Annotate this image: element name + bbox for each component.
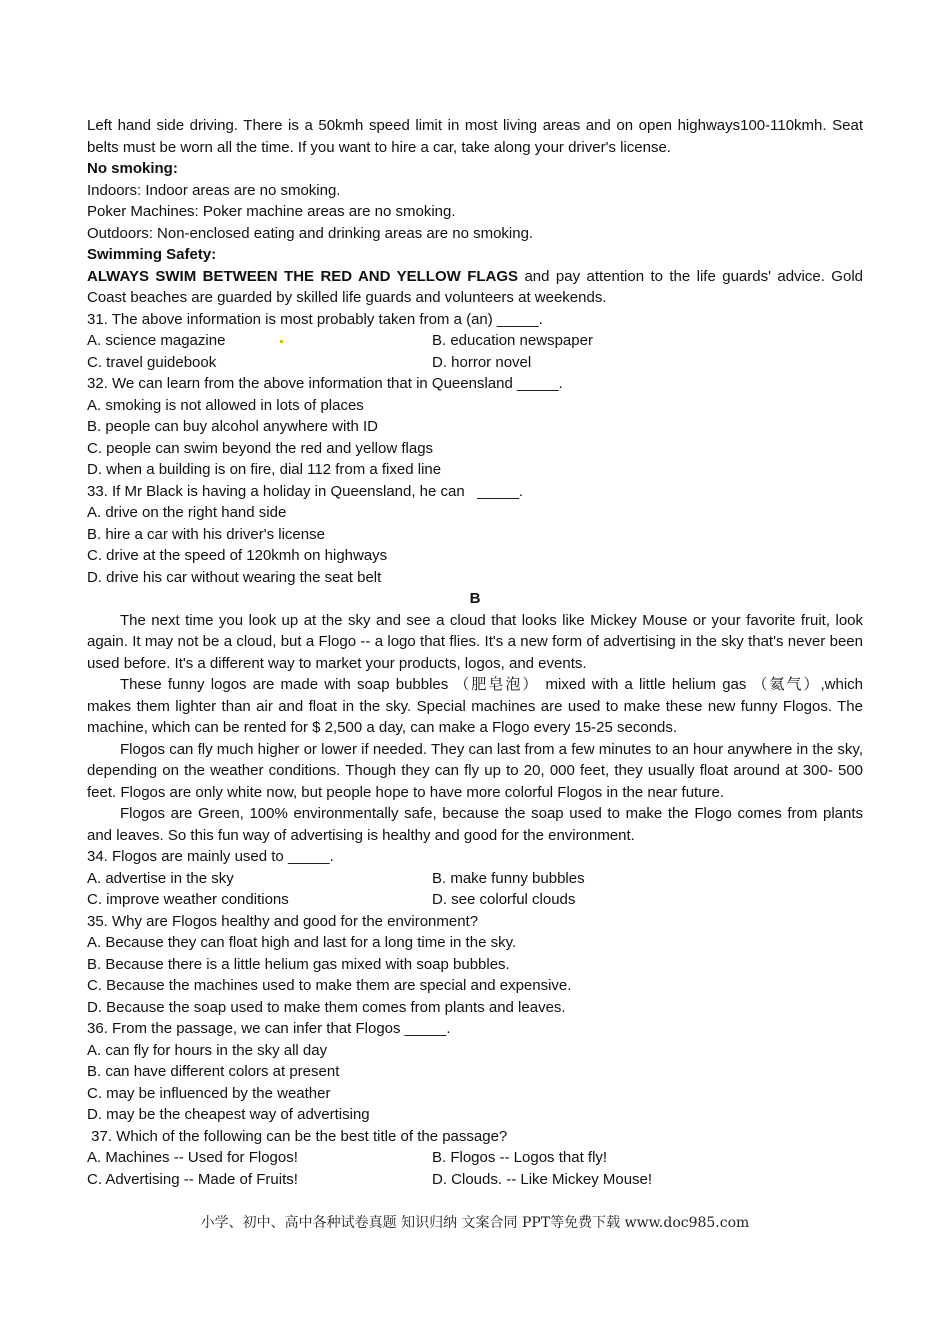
swimming-advice: and pay attention to the life guards' advice. Gold Coast beaches are guarded by skilled life guards and volunteers at weekends. [87,267,863,306]
question-31-option-a-text: A. science magazine [87,332,226,349]
question-34-options-row-1 [87,868,863,890]
outdoors-line: Outdoors: Non-enclosed eating and drinking areas are no smoking. [87,224,534,242]
question-37-options-row-2 [87,1169,863,1191]
question-32-option-d: D. when a building is on fire, dial 112 from a fixed line [87,461,442,478]
question-37-options-row-1 [87,1147,863,1169]
question-37-option-a: A. Machines -- Used for Flogos! [87,1149,298,1166]
question-31-options-row-2 [87,352,863,374]
question-36-option-d: D. may be the cheapest way of advertising [87,1106,370,1123]
swimming-heading: Swimming Safety: [87,246,217,263]
question-31-options-row-1 [87,330,863,352]
question-37-stem: 37. Which of the following can be the best title of the passage? [87,1127,508,1145]
question-33-option-a: A. drive on the right hand side [87,504,287,521]
question-33-stem: 33. If Mr Black is having a holiday in Queensland, he can _____. [87,482,524,500]
question-33-option-b: B. hire a car with his driver's license [87,525,325,543]
question-33-option-c: C. drive at the speed of 120kmh on highways [87,547,388,564]
question-31-option-c: C. travel guidebook [87,353,217,371]
question-34-stem: 34. Flogos are mainly used to _____. [87,848,334,865]
question-34-option-a: A. advertise in the sky [87,869,234,887]
passage-b-paragraph-1: The next time you look up at the sky and see a cloud that looks like Mickey Mouse or your favorite fruit, look again. It may not be a cloud, but a Flogo -- a logo that flies. It's a new form of advertising in the sky that's never been used before. It's a different way to market your products, logos, and events. [87,611,863,672]
passage-b-paragraph-2: These funny logos are made with soap bubbles （肥皂泡） mixed with a little helium gas （氦气）,which makes them lighter than air and float in the sky. Special machines are used to make these new funny Flogos. The machine, which can be rented for $ 2,500 a day, can make a Flogo every 15-25 seconds. [87,676,863,736]
swimming-flags-warning: ALWAYS SWIM BETWEEN THE RED AND YELLOW FLAGS [87,267,519,285]
indoors-line: Indoors: Indoor areas are no smoking. [87,181,341,199]
question-35-option-c: C. Because the machines used to make them are special and expensive. [87,977,572,994]
question-34-option-b: B. make funny bubbles [432,869,585,887]
question-35-option-a: A. Because they can float high and last for a long time in the sky. [87,934,517,951]
question-36-option-c: C. may be influenced by the weather [87,1084,331,1102]
poker-line: Poker Machines: Poker machine areas are no smoking. [87,203,456,220]
section-b-heading: B [469,590,481,607]
passage-b-paragraph-3: Flogos can fly much higher or lower if needed. They can last from a few minutes to an hour anywhere in the sky, depending on the weather conditions. Though they can fly up to 20, 000 feet, they usually float around at 300- 500 feet. Flogos are only white now, but people hope to have more colorful Flogos in the near future. [87,740,863,801]
question-32-option-b: B. people can buy alcohol anywhere with ID [87,418,379,435]
question-31-option-a [87,330,432,352]
question-37-option-c: C. Advertising -- Made of Fruits! [87,1170,298,1188]
question-37-option-b: B. Flogos -- Logos that fly! [432,1149,608,1166]
question-36-option-a: A. can fly for hours in the sky all day [87,1041,328,1059]
swimming-paragraph [87,266,863,309]
question-35-option-b: B. Because there is a little helium gas mixed with soap bubbles. [87,955,510,973]
question-31-option-d: D. horror novel [432,353,532,371]
question-32-option-a: A. smoking is not allowed in lots of places [87,396,364,414]
document-page [87,115,863,1190]
question-32-option-c: C. people can swim beyond the red and yellow flags [87,439,434,457]
question-34-option-d: D. see colorful clouds [432,891,576,908]
question-35-option-d: D. Because the soap used to make them comes from plants and leaves. [87,998,566,1016]
no-smoking-heading: No smoking: [87,160,178,177]
question-37-option-d: D. Clouds. -- Like Mickey Mouse! [432,1170,653,1188]
stray-dot-mark [280,340,283,343]
question-34-option-c: C. improve weather conditions [87,891,289,908]
question-34-options-row-2 [87,889,863,911]
question-31-stem: 31. The above information is most probably taken from a (an) _____. [87,310,543,328]
driving-paragraph: Left hand side driving. There is a 50kmh speed limit in most living areas and on open highways100-110kmh. Seat belts must be worn all the time. If you want to hire a car, take along your driver's license. [87,117,863,156]
question-36-stem: 36. From the passage, we can infer that Flogos _____. [87,1020,451,1037]
question-31-option-b: B. education newspaper [432,332,593,349]
passage-b-paragraph-4: Flogos are Green, 100% environmentally safe, because the soap used to make the Flogo comes from plants and leaves. So this fun way of advertising is healthy and good for the environment. [87,805,863,844]
page-footer: 小学、初中、高中各种试卷真题 知识归纳 文案合同 PPT等免费下载 www.doc985.com [200,1215,750,1231]
question-35-stem: 35. Why are Flogos healthy and good for the environment? [87,912,479,930]
question-33-option-d: D. drive his car without wearing the seat belt [87,568,382,586]
question-36-option-b: B. can have different colors at present [87,1063,340,1080]
question-32-stem: 32. We can learn from the above information that in Queensland _____. [87,375,563,392]
